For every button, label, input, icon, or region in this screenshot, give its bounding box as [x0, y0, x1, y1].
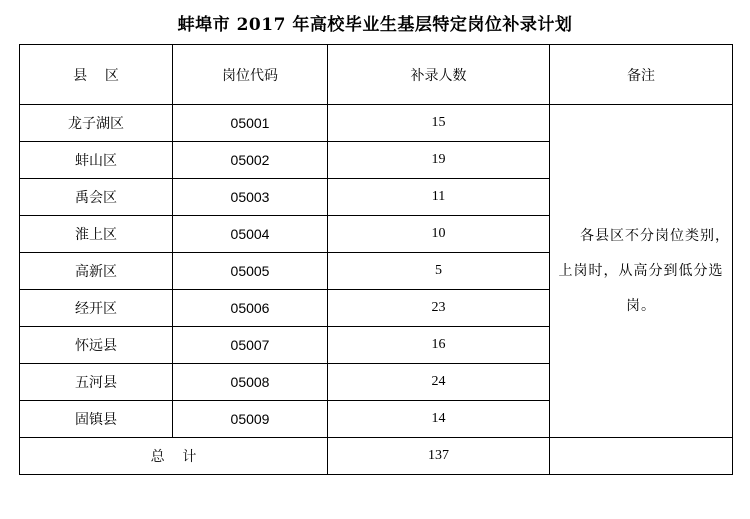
document-title: 蚌埠市 2017 年高校毕业生基层特定岗位补录计划 [177, 15, 573, 35]
total-count: 137 [328, 438, 550, 475]
header-position-code: 岗位代码 [173, 45, 328, 105]
position-code-cell: 05006 [173, 290, 328, 327]
recruit-count-cell: 10 [328, 216, 550, 253]
county-cell: 五河县 [20, 364, 173, 401]
recruit-count-cell: 14 [328, 401, 550, 438]
position-code-cell: 05007 [173, 327, 328, 364]
position-code-cell: 05009 [173, 401, 328, 438]
recruitment-plan-table [19, 44, 733, 475]
remark-cell [550, 105, 733, 438]
position-code-cell: 05004 [173, 216, 328, 253]
header-county: 县 区 [20, 45, 173, 105]
position-code-cell: 05008 [173, 364, 328, 401]
total-row [20, 438, 733, 475]
recruit-count-cell: 16 [328, 327, 550, 364]
recruit-count-cell: 23 [328, 290, 550, 327]
recruit-count-cell: 19 [328, 142, 550, 179]
county-cell: 淮上区 [20, 216, 173, 253]
remark-text: 各县区不分岗位类别，上岗时，从高分到低分选岗。 [558, 227, 730, 314]
header-recruit-count: 补录人数 [328, 45, 550, 105]
position-code-cell: 05005 [173, 253, 328, 290]
position-code-cell: 05002 [173, 142, 328, 179]
county-cell: 高新区 [20, 253, 173, 290]
header-remark: 备注 [550, 45, 733, 105]
header-row [20, 45, 733, 105]
total-remark-cell [550, 438, 733, 475]
recruit-count-cell: 15 [328, 105, 550, 142]
recruit-count-cell: 11 [328, 179, 550, 216]
recruit-count-cell: 24 [328, 364, 550, 401]
total-label: 总 计 [20, 438, 328, 475]
table-row [20, 105, 733, 142]
position-code-cell: 05001 [173, 105, 328, 142]
county-cell: 禹会区 [20, 179, 173, 216]
recruit-count-cell: 5 [328, 253, 550, 290]
county-cell: 蚌山区 [20, 142, 173, 179]
position-code-cell: 05003 [173, 179, 328, 216]
county-cell: 经开区 [20, 290, 173, 327]
county-cell: 固镇县 [20, 401, 173, 438]
county-cell: 龙子湖区 [20, 105, 173, 142]
county-cell: 怀远县 [20, 327, 173, 364]
